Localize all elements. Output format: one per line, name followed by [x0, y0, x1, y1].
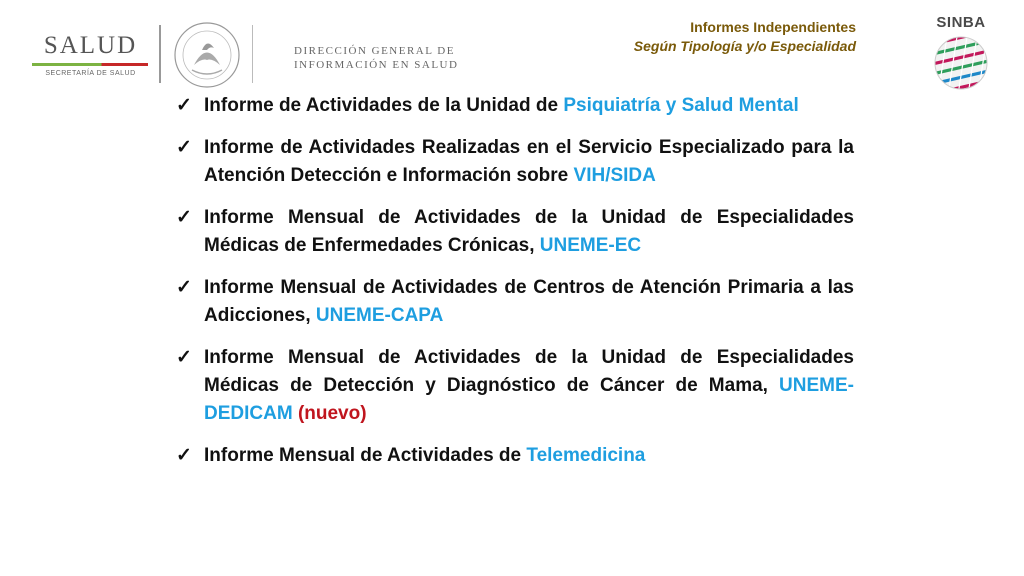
salud-logo-word: SALUD	[43, 32, 138, 59]
list-item	[176, 134, 854, 190]
header-title-line2: Según Tipología y/o Especialidad	[633, 38, 856, 54]
seal-divider	[252, 25, 253, 83]
new-badge: (nuevo)	[297, 403, 367, 424]
salud-logo	[28, 30, 153, 80]
header-title	[634, 18, 856, 56]
check-icon: ✓	[176, 277, 192, 298]
report-list	[176, 92, 854, 484]
salud-logo-bar	[32, 63, 148, 66]
highlight-term: UNEME-CAPA	[315, 305, 444, 326]
highlight-term: VIH/SIDA	[573, 165, 656, 186]
highlight-term: UNEME-EC	[539, 235, 642, 256]
list-item-text: Informe de Actividades de la Unidad de Psiquiatría y Salud Mental	[204, 95, 799, 116]
list-item	[176, 344, 854, 428]
sinba-title: SINBA	[936, 14, 986, 31]
sinba-globe-icon	[933, 35, 989, 91]
check-icon: ✓	[176, 445, 192, 466]
list-item	[176, 204, 854, 260]
list-item	[176, 442, 854, 470]
highlight-term: UNEME-DEDICAM	[204, 375, 854, 424]
list-item	[176, 92, 854, 120]
sinba-logo	[925, 14, 997, 104]
check-icon: ✓	[176, 95, 192, 116]
salud-logo-subtitle: SECRETARÍA DE SALUD	[45, 70, 136, 77]
list-item-text: Informe de Actividades Realizadas en el Servicio Especializado para la Atención Detección e Información sobre VIH/SIDA	[204, 137, 854, 186]
dgis-line2: INFORMACIÓN EN SALUD	[294, 59, 459, 71]
dgis-logo	[294, 44, 458, 72]
list-item-text: Informe Mensual de Actividades de Telemedicina	[204, 445, 646, 466]
dgis-line1: DIRECCIÓN GENERAL DE	[294, 45, 455, 57]
mexico-seal-icon	[172, 20, 242, 90]
check-icon: ✓	[176, 137, 192, 158]
header-title-line1: Informes Independientes	[690, 19, 856, 35]
check-icon: ✓	[176, 207, 192, 228]
list-item	[176, 274, 854, 330]
logo-divider	[159, 25, 161, 83]
check-icon: ✓	[176, 347, 192, 368]
list-item-text: Informe Mensual de Actividades de Centros de Atención Primaria a las Adicciones, UNEME-CAPA	[204, 277, 854, 326]
list-item-text: Informe Mensual de Actividades de la Unidad de Especialidades Médicas de Enfermedades Crónicas, UNEME-EC	[204, 207, 854, 256]
highlight-term: Psiquiatría y Salud Mental	[563, 95, 799, 116]
list-item-text: Informe Mensual de Actividades de la Unidad de Especialidades Médicas de Detección y Diagnóstico de Cáncer de Mama, UNEME-DEDICAM (nuevo)	[204, 347, 854, 424]
highlight-term: Telemedicina	[526, 445, 646, 466]
